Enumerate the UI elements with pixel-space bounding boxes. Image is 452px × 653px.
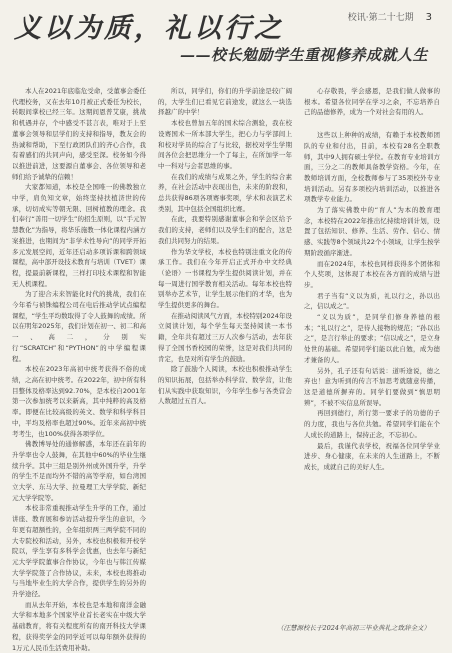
paragraph: 所以，同学们，你们的升学前途是较广阔的，大学生们已看见它前途发，就这么一块选择越广的中学！ (158, 87, 292, 117)
paragraph: 而在2024年，本校也同样获得多个团体和个人奖项，这体现了本校在各方面的成绩与进步。 (304, 259, 440, 289)
paragraph: 本人在2021年底临危受命，受董事会委任代理校务，又在去年10月被正式委任为校长，转眼间掌校已经三年。这期间恩普艾康，挑战和机遇并存，个中感受不甚言表，唯对于上至董事会领导和层学们的支持和指导，教友会的热诚和帮助，下至行政团队们的齐心合作，我有着感们的共同声向，感受至深。校务如今得以推进前进，这要源自董事会、各位领导和老师们给予诚挚的信赖！ (12, 87, 146, 181)
paragraph: 本校也曾加五年的国术综合测验，我在校设赛国术一所本部大学生，把心力与学部间上和校对学员的综合了与比较，据校对学生学期间各位会把思维分一个了每主，在所加学一年中一科对与会者思维的事。 (158, 119, 292, 170)
paragraph: 除了鼓励个人阅读，本校也积极推动学生的知识拓展，包括举办科学营、数学营，让他们从实践中获取知识，今年学生参与各类营会人数超过五百人。 (158, 365, 292, 406)
paragraph: 心存敬畏，学会感恩，是我们做人做事的根本。希望各位同学在学习之余，不忘培养自己的品德修养，成为一个对社会有用的人。 (304, 87, 440, 117)
paragraph: 在此，我要特别感谢董事会和学会区给予我们的支持，老师们以及学生们的配合，这是我们共同努力的结果。 (158, 215, 292, 245)
paragraph: 再回到德行，所行第一要求子的功德的子的力度，我也与各位共勉。希望同学们能在个人成长的道路上，保持正念，不忘初心。 (304, 409, 440, 439)
article-column-2 (158, 86, 292, 606)
paragraph: 而从去年开始，本校也是本地和南洋金融大学和本地多个国家毕业首长老实在中级大学基础教育，将有关程度所有的南开科技大学课程，获得奖学金的同学近可以每年额外获得的1万元人民币生活费用补助。 (12, 600, 146, 652)
paragraph: 在推动阅读风气方面，本校特别2024年设立阅读计划，每个学生每天坚持阅读一本书籍，全年共有超过三万人次参与活动，去年获得了全国书香校园的荣誉，这是对我们共同的肯定，也是对所有学生的鼓励。 (158, 311, 292, 363)
page-number: 3 (425, 12, 432, 23)
paragraph: 在我们的成绩与成果之外，学生的综合素养，在社会活动中表现出色，未来的阶段和，总共获得86项各项赛事奖项，学术和表演艺术类别，其中包括全国组织比赛。 (158, 172, 292, 213)
paragraph: 作为华文学校，本校也特别注重文化的传承工作。我们在今年开启正式开办中文经典（论语）一书课程为学生提供阅读计划，并在每一周进行国学教育相关活动。每年本校也特别举办艺术节，让学生展示他们的才华，也为学生提供更多的舞台。 (158, 247, 292, 310)
paragraph: 另外，孔子还有句话说：道听途说，德之弃也！意为听到的传言不加思考就随意传播，这是道德所摒弃的。同学们要做到“慎思明辨”，不被不实信息所误导。 (304, 366, 440, 407)
page-header (348, 10, 432, 23)
paragraph: 最后，我谨代表学校，祝福各位同学学业进步、身心健康，在未来的人生道路上，不断成长，成就自己的美好人生。 (304, 441, 440, 471)
page-title: 义以为质，礼以行之 (14, 13, 284, 44)
article-column-3 (304, 86, 440, 606)
paragraph: 佛教博导处的通修解惑，本年还在前年的升学率也令人鼓舞，在其他中60%的毕业生继续升学。其中三组是别外州或外国升学，升学的学生不足而均外不错的高等学府，如台湾国立大学、东马大学、拉曼理工大学学院、新纪元大学学院等。 (12, 440, 146, 502)
paragraph: 这些以上种种的成绩，有赖于本校教师团队的专业和付出，目前，本校有28名全职教师，其中9人拥有硕士学位。在教育专业培训方面，三分之二的教师具备教学资格。今年，在教师培训方面，全校教师参与了35项校外专业培训活动。另有多项校内培训活动，以推进各项教学专业能力。 (304, 131, 440, 204)
paragraph: 为了落实佛教中的“育人”为本的教育理念，本校特在2022年推出忆持续培训计划，设置了包括知识、修养、生活、劳作、信心、情感、实践等8个领域共22个小领域，让学生按学期阶段循序渐进。 (304, 206, 440, 257)
paragraph: “义以为质”，是同学们修身养德的根本；“礼以行之”，是待人接物的规范；“孙以出之”，是言行举止的要求；“信以成之”，是立身处世的基础。希望同学们能以此自勉，成为德才兼备的人。 (304, 313, 440, 364)
paragraph: 君子当有“义以为质，礼以行之，孙以出之，信以成之”。 (304, 291, 440, 311)
article-column-1 (12, 86, 146, 652)
article-subtitle: ——校长勉励学生重视修养成就人生 (179, 46, 428, 64)
paragraph: 为了迎合未来智能化时代的挑战，我们在今年希与祯铢编程公司在电后推动学试点编程课程，“学生平均数取得了令人鼓舞的成绩。所以在明年2025年，我们计划在初一、初二和高一、高二，分别实行“SCRATCH”和“PYTHON”的中学编程课程。 (12, 290, 146, 363)
publication-name: 校讯·第二十七期 (347, 13, 414, 23)
speech-caption: （汪慧源校长于2024年高初三毕业典礼之致辞全文） (276, 624, 430, 632)
paragraph: 大家都知道，本校是全国唯一的佛教独立中学，肩负知文章，始终坚持扶植济世的传承，切切成实等朝无限、回树植教的理念。我们奉行“善用一切学生”的招生原则，以“手元智慧教化”为指导，将华乐施教一体化课程内涵方案推进，也期间为“非学术性导向”的同学开拓多元发展空间，近年还启动多项诉课和跨领域课程，高中部开设技术教育与培训（TVET）课程，提最前新课程，三样打印技术课程和智能无人机课程。 (12, 183, 146, 288)
paragraph: 本校在2023年高初中统考获得不俗的成绩，之高在初中统考。在2022年，初中所有科目整体及格率达到92.70%，是本校自2001年第一次参加统考以来新高，其中纯粹的高及格率。即便在比较高级的英文、数学和科学科目中，平均及格率也超过90%。近年来高初中统考考生，也100%获得各项学位。 (12, 365, 146, 438)
paragraph: 本校非常重视推动学生升学的工作，通过讲座、教育展和参访活动提升学生的意识，今年更有超额性的，全年组织两三两学院不同的大专院校和活动，另外，本校也积极和开校学院以，学生享有多科学会优惠，也去年与新纪元大学学院董事合作协议，今年也与韩江传媒大学学院签了合作协议，未来，本校也将推动与当地毕业生的大学合作，提供学生的另外的升学途径。 (12, 504, 146, 599)
